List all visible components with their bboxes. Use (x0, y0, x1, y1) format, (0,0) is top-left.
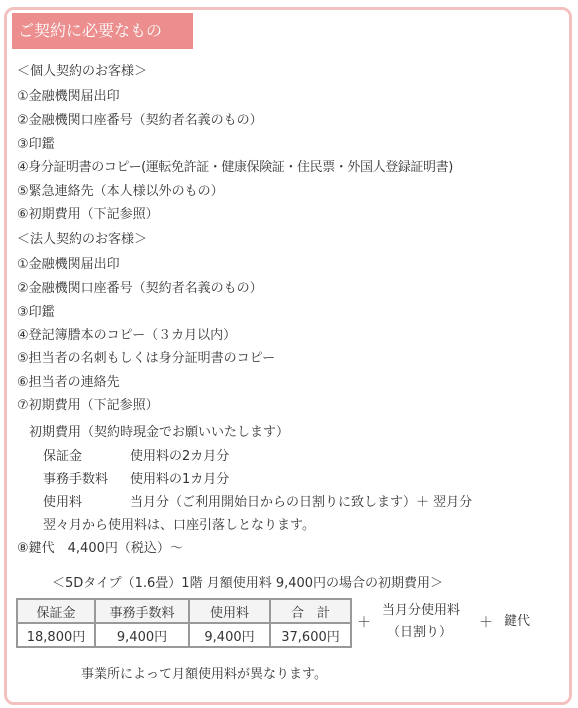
debit-note: 翌々月から使用料は、口座引落しとなります。 (43, 518, 315, 533)
fee-table-header: 使用料 (189, 599, 270, 623)
fee-table-header: 保証金 (17, 599, 95, 623)
prorated-note: （日割り） (387, 625, 453, 640)
cost-label: 保証金 (43, 449, 83, 464)
corporate-item: ⑤担当者の名刺もしくは身分証明書のコピー (17, 351, 276, 366)
current-month-fee: 当月分使用料 (382, 603, 461, 618)
individual-item: ④身分証明書のコピー(運転免許証・健康保険証・住民票・外国人登録証明書) (17, 160, 453, 175)
fee-table-header: 事務手数料 (95, 599, 189, 623)
corporate-item: ⑥担当者の連絡先 (17, 375, 120, 390)
plus-sign: ＋ (479, 615, 493, 631)
individual-header: ＜個人契約のお客様＞ (17, 64, 148, 79)
initial-cost-heading: 初期費用（契約時現金でお願いいたします） (29, 425, 290, 440)
fee-table (16, 598, 352, 648)
example-caption: ＜5Dタイプ（1.6畳）1階 月額使用料 9,400円の場合の初期費用＞ (52, 576, 444, 591)
key-fee-label: 鍵代 (504, 614, 531, 629)
fee-table-cell: 18,800円 (17, 623, 95, 647)
fee-table-cell: 9,400円 (189, 623, 270, 647)
page-title: ご契約に必要なもの (12, 13, 193, 49)
fee-table-header-row (17, 599, 351, 623)
individual-item: ③印鑑 (17, 137, 55, 152)
cost-value: 使用料の1カ月分 (130, 472, 230, 487)
cost-label: 使用料 (43, 495, 83, 510)
cost-value: 当月分（ご利用開始日からの日割りに致します）＋ 翌月分 (130, 495, 473, 510)
key-fee: ⑧鍵代 4,400円（税込）～ (17, 541, 183, 556)
corporate-item: ④登記簿謄本のコピー（３カ月以内） (17, 328, 237, 343)
fee-table-header: 合 計 (270, 599, 351, 623)
corporate-header: ＜法人契約のお客様＞ (17, 232, 148, 247)
fee-table-cell: 9,400円 (95, 623, 189, 647)
individual-item: ⑥初期費用（下記参照） (17, 207, 159, 222)
plus-sign: ＋ (357, 615, 371, 631)
corporate-item: ②金融機関口座番号（契約者名義のもの） (17, 281, 263, 296)
fee-table-cell: 37,600円 (270, 623, 351, 647)
corporate-item: ⑦初期費用（下記参照） (17, 398, 159, 413)
cost-label: 事務手数料 (43, 472, 109, 487)
fee-table-row (17, 623, 351, 647)
corporate-item: ①金融機関届出印 (17, 257, 120, 272)
cost-value: 使用料の2カ月分 (130, 449, 230, 464)
individual-item: ⑤緊急連絡先（本人様以外のもの） (17, 184, 224, 199)
individual-item: ①金融機関届出印 (17, 89, 120, 104)
footer-note: 事業所によって月額使用料が異なります。 (81, 667, 327, 682)
corporate-item: ③印鑑 (17, 305, 55, 320)
individual-item: ②金融機関口座番号（契約者名義のもの） (17, 113, 263, 128)
